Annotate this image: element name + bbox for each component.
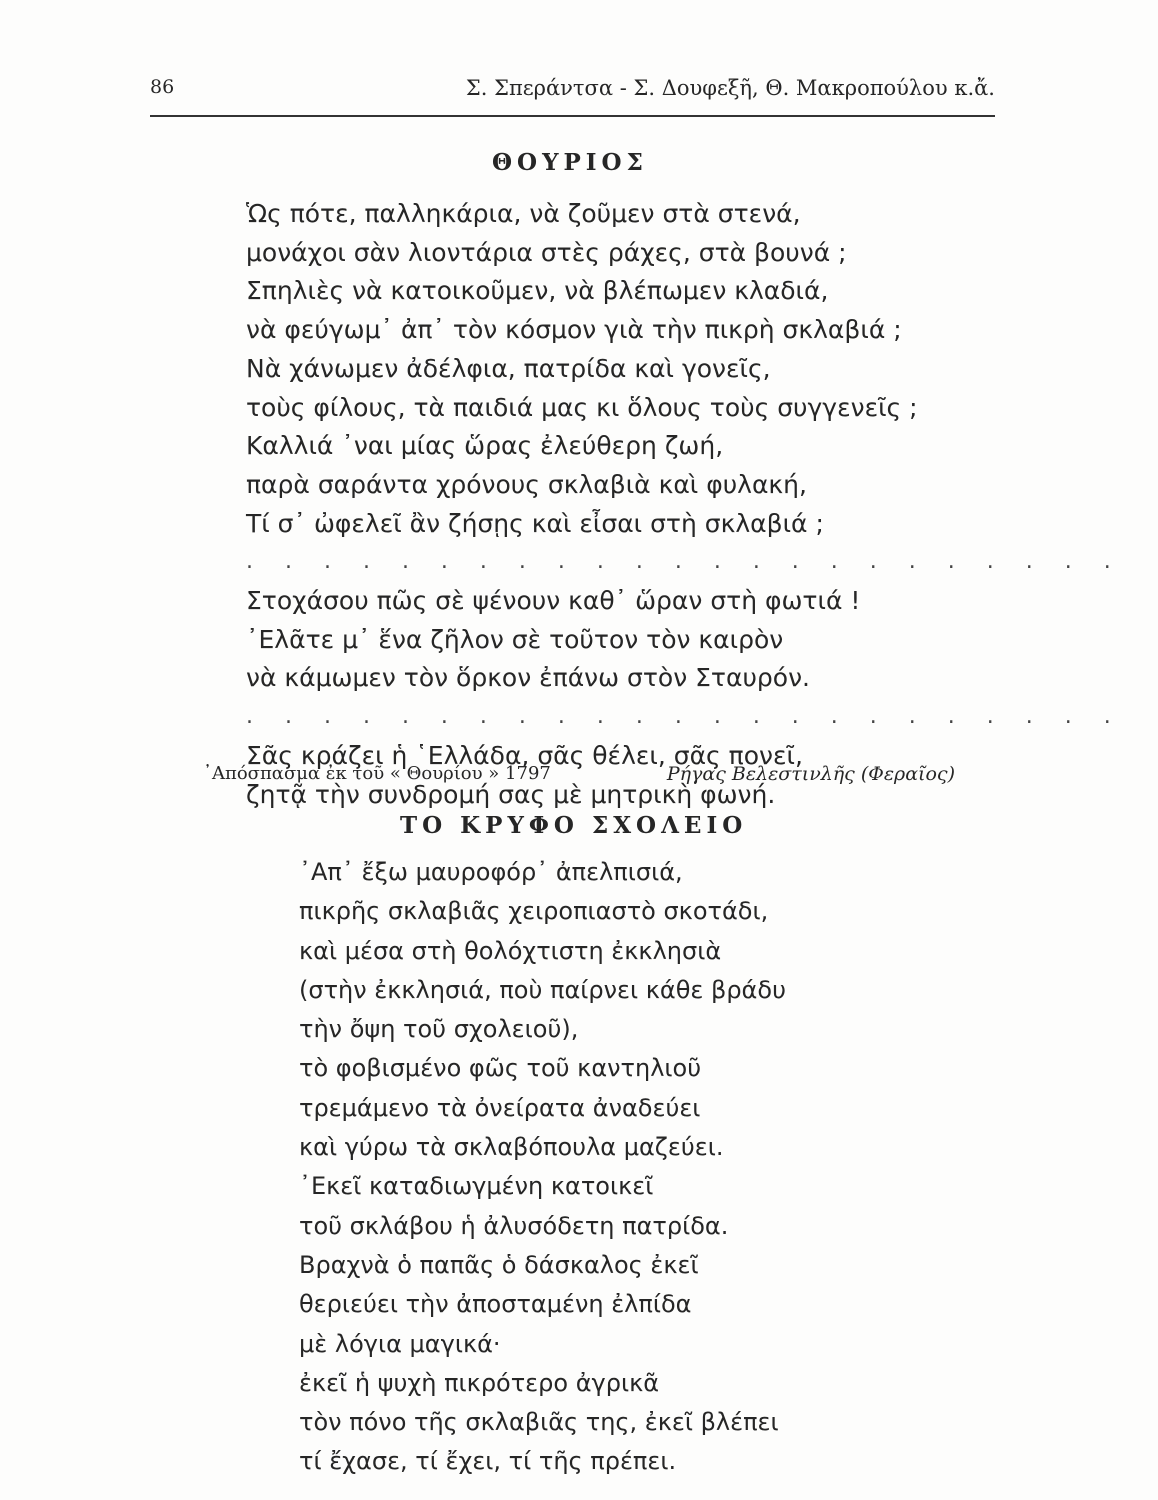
poem-line: Σπηλιὲς νὰ κατοικοῦμεν, νὰ βλέπωμεν κλαδιά, xyxy=(246,276,829,306)
poem-line: Νὰ χάνωμεν ἀδέλφια, πατρίδα καὶ γονεῖς, xyxy=(246,353,771,383)
poem-line: νὰ κάμωμεν τὸν ὅρκον ἐπάνω στὸν Σταυρόν. xyxy=(246,663,811,693)
poem-line: Στοχάσου πῶς σὲ ψένουν καθ᾿ ὥραν στὴ φωτιά ! xyxy=(246,586,861,616)
author-name: Ρήγας Βελεστινλῆς (Φεραῖος) xyxy=(666,763,955,785)
poem-line: τὸ φοβισμένο φῶς τοῦ καντηλιοῦ xyxy=(299,1054,702,1083)
poem-line: Τί σ᾿ ὠφελεῖ ἂν ζήσῃς καὶ εἶσαι στὴ σκλαβιά ; xyxy=(246,508,824,538)
poem-line: ᾿Ελᾶτε μ᾿ ἕνα ζῆλον σὲ τοῦτον τὸν καιρὸν xyxy=(246,624,784,654)
poem-line: θεριεύει τὴν ἀποσταμένη ἐλπίδα xyxy=(299,1290,692,1319)
poem-line: τί ἔχασε, τί ἔχει, τί τῆς πρέπει. xyxy=(299,1447,677,1476)
poem-line: ᾿Απ᾿ ἔξω μαυροφόρ᾿ ἀπελπισιά, xyxy=(299,858,683,886)
poem-line: Ὡς πότε, παλληκάρια, νὰ ζοῦμεν στὰ στενά, xyxy=(246,199,801,228)
source-note: ᾿Απόσπασμα ἐκ τοῦ « Θουρίου » 1797 xyxy=(203,763,551,784)
poem-line: ἐκεῖ ἡ ψυχὴ πικρότερο ἀγρικᾶ xyxy=(299,1368,660,1397)
poem-line: τρεμάμενο τὰ ὀνείρατα ἀναδεύει xyxy=(299,1093,701,1122)
poem-line: Βραχνὰ ὁ παπᾶς ὁ δάσκαλος ἐκεῖ xyxy=(299,1250,699,1279)
ellipsis-row: . . . . . . . . . . . . . . . . . . . . . . . xyxy=(246,549,1124,575)
page-header xyxy=(150,76,995,106)
poem-line: (στὴν ἐκκλησιά, ποὺ παίρνει κάθε βράδυ xyxy=(299,975,786,1004)
poem-line: ζητᾷ τὴν συνδρομή σας μὲ μητρικὴ φωνή. xyxy=(246,779,776,809)
poem-attribution xyxy=(203,763,955,793)
poem-line: πικρῆς σκλαβιᾶς χειροπιαστὸ σκοτάδι, xyxy=(299,897,769,926)
poem-kryfo-scholeio xyxy=(299,853,786,1482)
page-number: 86 xyxy=(150,76,175,98)
header-rule xyxy=(150,115,995,117)
poem-line: καὶ μέσα στὴ θολόχτιστη ἐκκλησιὰ xyxy=(299,936,722,965)
poem-line: καὶ γύρω τὰ σκλαβόπουλα μαζεύει. xyxy=(299,1133,724,1162)
poem-title-thourios: ΘΟΥΡΙΟΣ xyxy=(492,149,648,176)
poem-line: μὲ λόγια μαγικά· xyxy=(299,1329,501,1358)
poem-line: τὸν πόνο τῆς σκλαβιᾶς της, ἐκεῖ βλέπει xyxy=(299,1408,779,1437)
running-head: Σ. Σπεράντσα - Σ. Δουφεξῆ, Θ. Μακροπούλου κ.ἄ. xyxy=(465,76,995,100)
ellipsis-row: . . . . . . . . . . . . . . . . . . . . . . . xyxy=(246,704,1124,730)
poem-line: μονάχοι σὰν λιοντάρια στὲς ράχες, στὰ βουνά ; xyxy=(246,237,847,267)
poem-line: τὴν ὄψη τοῦ σχολειοῦ), xyxy=(299,1015,579,1044)
poem-line: Σᾶς κράζει ἡ ῾Ελλάδα, σᾶς θέλει, σᾶς πονεῖ, xyxy=(246,740,803,770)
poem-line: τοῦ σκλάβου ἡ ἀλυσόδετη πατρίδα. xyxy=(299,1211,729,1240)
poem-line: τοὺς φίλους, τὰ παιδιά μας κι ὅλους τοὺς συγγενεῖς ; xyxy=(246,392,918,422)
poem-line: Καλλιά ᾿ναι μίας ὥρας ἐλεύθερη ζωή, xyxy=(246,431,724,461)
poem-thourios xyxy=(246,195,1123,814)
poem-title-kryfo-scholeio: ΤΟ ΚΡΥΦΟ ΣΧΟΛΕΙΟ xyxy=(400,812,748,839)
poem-line: ᾿Εκεῖ καταδιωγμένη κατοικεῖ xyxy=(299,1172,654,1201)
poem-line: νὰ φεύγωμ᾿ ἀπ᾿ τὸν κόσμον γιὰ τὴν πικρὴ σκλαβιά ; xyxy=(246,315,902,345)
poem-line: παρὰ σαράντα χρόνους σκλαβιὰ καὶ φυλακή, xyxy=(246,469,807,499)
